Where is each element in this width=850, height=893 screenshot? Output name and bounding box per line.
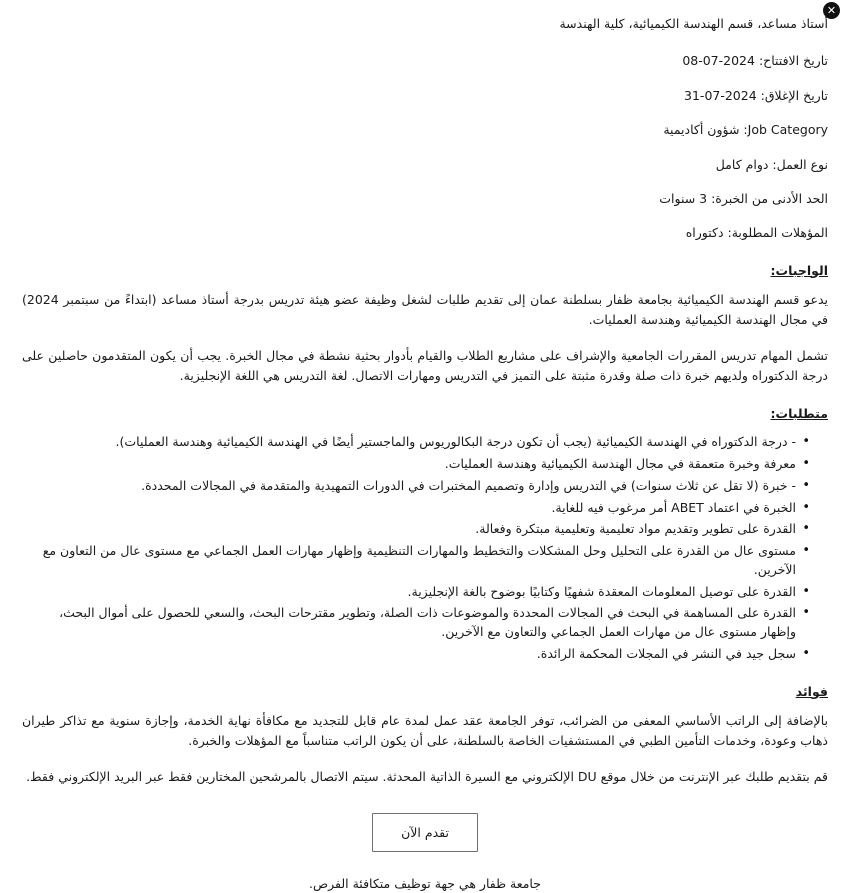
list-item: • سجل جيد في النشر في المجلات المحكمة الرائدة. xyxy=(26,645,810,664)
requirements-list xyxy=(26,433,810,663)
benefits-heading: فوائد xyxy=(795,683,828,699)
apply-now-button[interactable]: تقدم الآن xyxy=(372,813,478,852)
job-position-line: أستاذ مساعد، قسم الهندسة الكيميائية، كلية الهندسة xyxy=(559,16,828,31)
job-category: Job Category: شؤون أكاديمية xyxy=(663,122,828,138)
job-open-date: تاريخ الافتتاح: 2024-07-08 xyxy=(682,53,828,69)
close-icon[interactable]: ✕ xyxy=(823,2,840,19)
list-item: • - درجة الدكتوراه في الهندسة الكيميائية (يجب أن تكون درجة البكالوريوس والماجستير أيضًا في الهندسة الكيميائية وهندسة العمليات). xyxy=(26,433,810,452)
job-close-date: تاريخ الإغلاق: 2024-07-31 xyxy=(684,87,828,103)
job-min-experience: الحد الأدنى من الخبرة: 3 سنوات xyxy=(659,190,828,206)
list-item: • - خبرة (لا تقل عن ثلاث سنوات) في التدريس وإدارة وتصميم المختبرات في الدورات التمهيدية والمتقدمة في المجالات المحددة. xyxy=(26,477,810,496)
apply-button-container xyxy=(14,813,836,852)
benefits-paragraph-1: بالإضافة إلى الراتب الأساسي المعفى من الضرائب، توفر الجامعة عقد عمل لمدة عام قابل للتجديد مع مكافأة نهاية الخدمة، وإجازة سنوية مع تذاكر طيران ذهاب وعودة، وخدمات التأمين الطبي في المستشفيات الخاصة بالسلطنة، على أن يكون الراتب متناسباً مع المؤهلات والخبرة. xyxy=(22,713,828,748)
duties-heading: الواجبات: xyxy=(770,262,828,278)
equal-opportunity-note: جامعة ظفار هي جهة توظيف متكافئة الفرص. xyxy=(309,876,541,891)
list-item: • مستوى عال من القدرة على التحليل وحل المشكلات والتخطيط والمهارات التنظيمية وإظهار مهارات العمل الجماعي مع مستوى عال من التعاون مع الآخرين. xyxy=(26,542,810,580)
duties-paragraph-1: يدعو قسم الهندسة الكيميائية بجامعة ظفار بسلطنة عمان إلى تقديم طلبات لشغل وظيفة عضو هيئة تدريس بدرجة أستاذ مساعد (ابتداءً من سبتمبر 2024) في مجال الهندسة الكيميائية وهندسة العمليات. xyxy=(22,292,828,327)
list-item: • معرفة وخبرة متعمقة في مجال الهندسة الكيميائية وهندسة العمليات. xyxy=(26,455,810,474)
list-item: • القدرة على توصيل المعلومات المعقدة شفهيًا وكتابيًا بوضوح بالغة الإنجليزية. xyxy=(26,583,810,602)
list-item: • الخبرة في اعتماد ABET أمر مرغوب فيه للغاية. xyxy=(26,499,810,518)
requirements-heading: متطلبات: xyxy=(770,406,828,421)
list-item: • القدرة على المساهمة في البحث في المجالات المحددة والموضوعات ذات الصلة، وتطوير مقترحات البحث، والسعي للحصول على أموال البحث، وإظهار مستوى عال من مهارات العمل الجماعي والتعاون مع الآخرين. xyxy=(26,604,810,642)
job-employment-type: نوع العمل: دوام كامل xyxy=(715,156,828,172)
list-item: • القدرة على تطوير وتقديم مواد تعليمية وتعليمية مبتكرة وفعالة. xyxy=(26,520,810,539)
benefits-paragraph-2: قم بتقديم طلبك عبر الإنترنت من خلال موقع DU الإلكتروني مع السيرة الذاتية المحدثة. سيتم الاتصال بالمرشحين المختارين فقط عبر البريد الإلكتروني فقط. xyxy=(26,769,828,784)
duties-paragraph-2: تشمل المهام تدريس المقررات الجامعية والإشراف على مشاريع الطلاب والقيام بأدوار بحثية نشطة في مجال الخبرة. يجب أن يكون المتقدمون حاصلين على درجة الدكتوراه ولديهم خبرة ذات صلة وقدرة مثبتة على التميز في التدريس ومهارات الاتصال. لغة التدريس هي اللغة الإنجليزية. xyxy=(22,348,828,383)
job-qualification: المؤهلات المطلوبة: دكتوراه xyxy=(685,225,828,241)
